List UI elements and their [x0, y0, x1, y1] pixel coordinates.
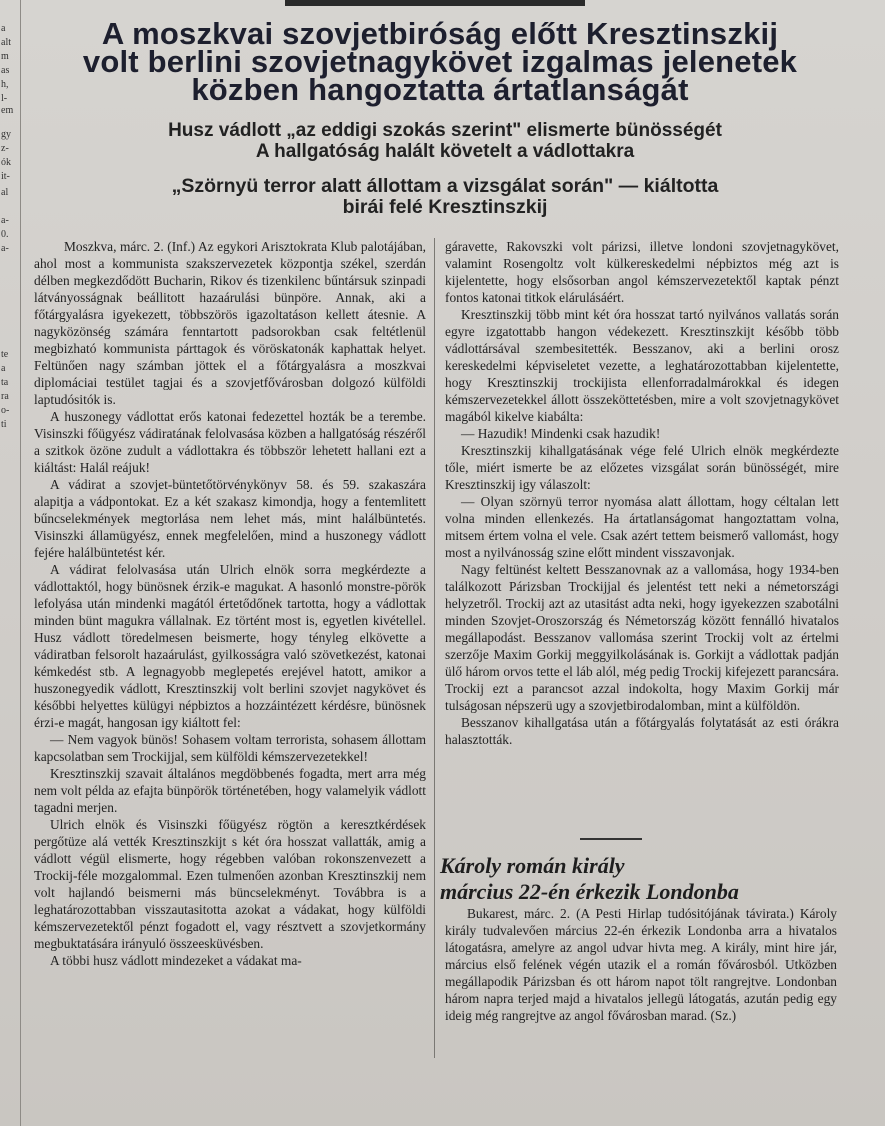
margin-fragment: h, — [1, 79, 9, 90]
sidebar-story-paragraph: Bukarest, márc. 2. (A Pesti Hirlap tudósitójának távirata.) Károly király tudvalevően március 22-én érkezik Londonba arra a hivatalos látogatásra, amelyre az angol udvar hivta meg. A király, mint hire jár, március első felének végén utazik el a román fővárosból. Utközben megállapodik Párizsban és ott három napot tölt rangrejtve. Londonban három napra terjed majd a hivatalos jellegü látogatás, azután pedig egy ideig még rangrejtve az angol fővárosban marad. (Sz.) — [445, 906, 837, 1023]
subheadline-2 — [30, 176, 860, 218]
margin-fragment: m — [1, 51, 9, 62]
story-divider — [580, 838, 642, 840]
article-paragraph: Kresztinszkij kihallgatásának vége felé Ulrich elnök megkérdezte tőle, miért ismerte be az előzetes vizsgálat során bünösségét, mire Kresztinszkij igy válaszolt: — [445, 443, 839, 492]
subheadline-2-line-1: „Szörnyü terror alatt állottam a vizsgálat során" — kiáltotta — [171, 175, 719, 197]
margin-fragment: a — [1, 363, 6, 374]
adjacent-column-fragment — [0, 0, 21, 1126]
article-right-column — [445, 238, 839, 748]
sidebar-story-body — [445, 905, 837, 1024]
margin-fragment: te — [1, 349, 9, 360]
margin-fragment: a- — [1, 243, 9, 254]
margin-fragment: ra — [1, 391, 9, 402]
article-paragraph: Kresztinszkij szavait általános megdöbbenés fogadta, mert arra még nem volt példa az efajta bünpörök történetében, hogy valamelyik vádlott tagadni merjen. — [34, 766, 426, 815]
article-paragraph: Besszanov kihallgatása után a főtárgyalás folytatását az esti órákra halasztották. — [445, 715, 839, 747]
margin-fragment: z- — [1, 143, 9, 154]
article-paragraph: — Hazudik! Mindenki csak hazudik! — [461, 426, 661, 441]
headline-line-3: közben hangoztatta ártatlanságát — [191, 72, 689, 107]
article-paragraph: — Olyan szörnyü terror nyomása alatt állottam, hogy céltalan lett volna minden ellenkezés. Ha ártatlanságomat hangoztattam volna, mitsem értem volna el vele. Csak azért tettem beismerő vallomást, hogy most a nyilvánosság szine előtt mindent visszavonjak. — [445, 494, 839, 560]
headline-line-2: volt berlini szovjetnagykövet izgalmas jelenetek — [82, 44, 798, 79]
article-paragraph: Ulrich elnök és Visinszki főügyész rögtön a keresztkérdések pergőtüze alá vették Kresztinszkijt s két óra hosszat vallatták, amig a vádlott végül elismerte, hogy régebben valóban rokonszenvezett a Trockij-féle mozgalommal. Ezen tulmenően azonban Kresztinszkij nem volt hajlandó beismerni más büncselekményt. Továbbra is a leghatározottabban visszautasitotta azokat a vádakat, hogy külföldi kémszervezetektől pénzt fogadott el, vagy résztvett a szovjetkormány megbuktatására irányuló összeesküvésben. — [34, 817, 426, 951]
margin-fragment: gy — [1, 129, 11, 140]
article-paragraph: gáravette, Rakovszki volt párizsi, illetve londoni szovjetnagykövet, valamint Rosengoltz volt külkereskedelmi népbiztos még azt is kijelentette, hogy elsősorban angol kémszervezetektől kaptak pénzt fontos katonai titkok elárulásáért. — [445, 239, 839, 305]
column-rule — [434, 238, 435, 1058]
subheadline-1-line-2: A hallgatóság halált követelt a vádlottakra — [255, 141, 635, 162]
margin-fragment: l- — [1, 93, 8, 104]
margin-fragment: as — [1, 65, 10, 76]
margin-fragment: a- — [1, 215, 9, 226]
margin-fragment: ók — [1, 157, 11, 168]
margin-fragment: em — [1, 105, 14, 116]
headline-line-1: A moszkvai szovjetbiróság előtt Kresztinszkij — [101, 16, 779, 51]
margin-fragment: al — [1, 187, 9, 198]
article-paragraph: A vádirat a szovjet-büntetőtörvénykönyv 58. és 59. szakaszára alapitja a vádpontokat. Ez a két szakasz kimondja, hogy a fentemlitett bűncselekmények megtorlása nem lehet más, mint halálbüntetés. Visinszki államügyész, ennek megfelelően, mind a huszonegy vádlott fejére halálbüntetést kér. — [34, 477, 426, 560]
margin-fragment: 0. — [1, 229, 9, 240]
margin-fragment: o- — [1, 405, 10, 416]
subheadline-2-line-2: birái felé Kresztinszkij — [342, 196, 548, 218]
article-paragraph: — Nem vagyok bünös! Sohasem voltam terrorista, sohasem állottam kapcsolatban sem Trockijjal, sem külföldi kémszervezetekkel! — [34, 732, 426, 764]
subheadline-1-line-1: Husz vádlott „az eddigi szokás szerint" elismerte bünösségét — [168, 120, 722, 141]
sidebar-title-line-1: Károly román király — [440, 853, 625, 878]
margin-fragment: ti — [1, 419, 7, 430]
article-paragraph: Moszkva, márc. 2. (Inf.) Az egykori Arisztokrata Klub palotájában, ahol most a kommunista szakszervezetek központja székel, szerdán délben megkezdődött Bucharin, Rikov és tizenkilenc bűntársuk szinpadi látványosságnak beállitott hazaárulási bünpöre. Annak, aki a főtárgyalásra igyekezett, többszörös igazoltatáson kellett átesnie. A nagyközönség számára fenntartott padsorokban csak feltétlenül megbizható kommunista párttagok és vöröskatonák kaphattak helyet. Feltünően nagy számban jöttek el a főtárgyalásra a moszkvai diplomáciai testület tagjai és a szovjetfővárosban dolgozó külföldi laptudósitók is. — [34, 239, 426, 407]
article-paragraph: A vádirat felolvasása után Ulrich elnök sorra megkérdezte a vádlottaktól, hogy bünösnek érzik-e magukat. A hasonló monstre-pörök lefolyása után mindenki magától értetődőnek tartotta, hogy a vádlottak minden bünt magukra vállalnak. Ez történt most is, egyetlen kivétellel. Husz vádlott töredelmesen beismerte, hogy tényleg elkövette a vádiratban felsorolt hazaárulást, gyilkosságra való szövetkezést, katonai kémkedést stb. A legnagyobb meglepetés erejével hatott, amikor a huszonegyedik vádlott, Kresztinszkij volt berlini szovjet nagykövet és későbbi helyettes külügyi népbiztos a hozzáintézett kérdésre, bünösnek érzi-e magát, hangosan igy kiáltott fel: — [34, 562, 426, 730]
sidebar-title-line-2: március 22-én érkezik Londonba — [440, 879, 739, 904]
margin-fragment: alt — [1, 37, 11, 48]
margin-fragment: a — [1, 23, 6, 34]
margin-fragment: it- — [1, 171, 10, 182]
article-paragraph: Kresztinszkij több mint két óra hosszat tartó nyilvános vallatás során egyre izgatottabb hangon védekezett. Kresztinszkijt később több vádlottársával szembesitették. Besszanov, aki a berlini orosz kereskedelmi képviseletet vezette, a leghatározottabban kijelentette, hogy Kresztinszkij trockijista ellenforradalmárokkal és idegen kémszervezetekkel állott összeköttetésben, mire a volt szovjetnagykövet magából kikelve kiabálta: — [445, 307, 839, 424]
article-paragraph: A huszonegy vádlottat erős katonai fedezettel hozták be a terembe. Visinszki főügyész vádiratának felolvasása közben a hallgatóság részéről a szitkok özöne zudult a vádlottakra és többször lehetett hallani ezt a kiáltást: Halál reájuk! — [34, 409, 426, 475]
subheadline-1 — [30, 120, 860, 162]
article-left-column — [34, 238, 426, 969]
article-paragraph: A többi husz vádlott mindezeket a vádakat ma- — [50, 953, 302, 968]
article-paragraph: Nagy feltünést keltett Besszanovnak az a vallomása, hogy 1934-ben találkozott Párizsban Trockijjal és jelentést tett neki a németországi helyzetről. Trockij azt az utasitást adta neki, hogy igyekezzen szabotálni minden Szovjet-Oroszország és Németország között fennálló hivatalos megállapodást. Besszanov vallomása szerint Trockij volt az értelmi szerzője Maxim Gorkij meggyilkolásának is. Gorkijt a vádlottak padján ülő három orvos tette el láb alól, még pedig Trockij kifejezett parancsára. Trockij ezt a parancsot azzal indokolta, hogy Maxim Gorkij már tulságosan népszerü ugy a szovjetbirodalomban, mint a külföldön. — [445, 562, 839, 713]
main-headline — [30, 16, 850, 107]
top-rule — [285, 0, 585, 6]
sidebar-story-title — [440, 853, 840, 905]
margin-fragment: ta — [1, 377, 9, 388]
